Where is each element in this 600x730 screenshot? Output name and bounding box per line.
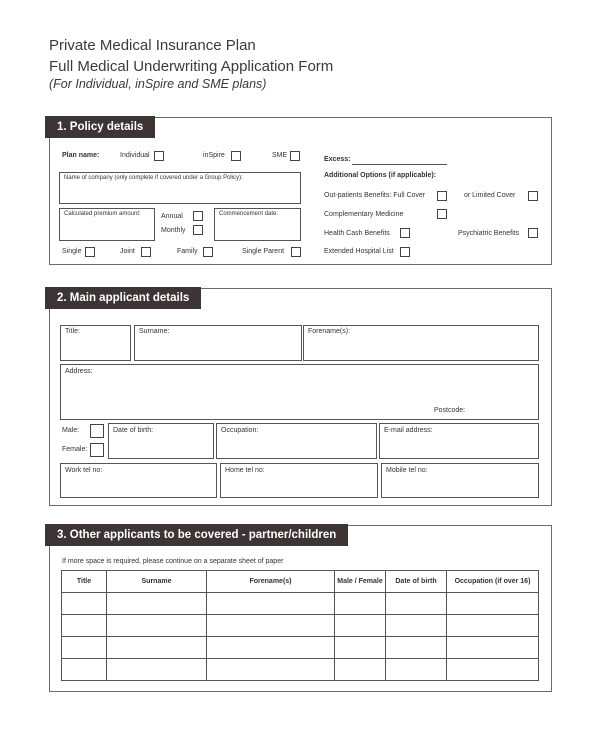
additional-options-label: Additional Options (if applicable): [324,172,436,179]
table-cell[interactable] [335,637,386,659]
complementary-label: Complementary Medicine [324,211,404,218]
excess-field[interactable] [352,164,447,165]
male-label: Male: [62,427,80,434]
table-row [62,659,539,681]
work-tel-label: Work tel no: [65,467,103,474]
col-surname: Surname [107,571,207,593]
occupation-label: Occupation: [221,427,259,434]
inspire-checkbox[interactable] [231,151,241,161]
single-checkbox[interactable] [85,247,95,257]
company-name-label: Name of company (only complete if covered under a Group Policy): [64,175,243,181]
table-cell[interactable] [62,593,107,615]
col-occupation: Occupation (if over 16) [447,571,539,593]
family-label: Family [177,248,198,255]
col-title: Title [62,571,107,593]
address-label: Address: [65,368,93,375]
table-cell[interactable] [207,659,335,681]
joint-checkbox[interactable] [141,247,151,257]
limited-cover-checkbox[interactable] [528,191,538,201]
individual-label: Individual [120,152,150,159]
postcode-label: Postcode: [434,407,466,414]
table-cell[interactable] [386,637,447,659]
commencement-date-label: Commencement date: [219,211,279,217]
sme-checkbox[interactable] [290,151,300,161]
table-cell[interactable] [386,659,447,681]
premium-amount-label: Calculated premium amount: [64,211,141,217]
table-cell[interactable] [207,637,335,659]
table-row [62,637,539,659]
single-parent-label: Single Parent [242,248,285,255]
annual-label: Annual [161,213,183,220]
address-field[interactable] [60,364,539,420]
table-cell[interactable] [62,637,107,659]
form-title: Private Medical Insurance Plan [49,37,256,54]
limited-cover-label: or Limited Cover [464,192,516,199]
col-forenames: Forename(s) [207,571,335,593]
col-sex: Male / Female [335,571,386,593]
policy-details-heading: 1. Policy details [45,116,155,138]
family-checkbox[interactable] [203,247,213,257]
mobile-tel-label: Mobile tel no: [386,467,428,474]
female-label: Female: [62,446,88,453]
table-header-row [62,571,539,593]
email-label: E-mail address: [384,427,433,434]
title-label: Title: [65,328,80,335]
surname-label: Surname: [139,328,170,335]
other-applicants-heading: 3. Other applicants to be covered - partner/children [45,524,348,546]
single-label: Single [62,248,82,255]
table-cell[interactable] [62,615,107,637]
col-dob: Date of birth [386,571,447,593]
home-tel-label: Home tel no: [225,467,265,474]
table-cell[interactable] [207,615,335,637]
outpatients-full-checkbox[interactable] [437,191,447,201]
outpatients-label: Out-patients Benefits: Full Cover [324,192,426,199]
female-checkbox[interactable] [90,443,104,457]
table-cell[interactable] [386,615,447,637]
table-cell[interactable] [447,637,539,659]
table-cell[interactable] [107,615,207,637]
table-cell[interactable] [335,615,386,637]
health-cash-label: Health Cash Benefits [324,230,390,237]
inspire-label: inSpire [203,152,225,159]
table-cell[interactable] [335,593,386,615]
single-parent-checkbox[interactable] [291,247,301,257]
monthly-label: Monthly [161,227,186,234]
form-subtitle: Full Medical Underwriting Application Form [49,58,334,75]
table-cell[interactable] [447,659,539,681]
excess-label: Excess: [324,156,351,163]
psychiatric-checkbox[interactable] [528,228,538,238]
plan-name-label: Plan name: [62,152,100,159]
sme-label: SME [272,152,288,159]
table-cell[interactable] [447,615,539,637]
extended-hospital-label: Extended Hospital List [324,248,394,255]
table-cell[interactable] [447,593,539,615]
table-row [62,593,539,615]
individual-checkbox[interactable] [154,151,164,161]
table-cell[interactable] [207,593,335,615]
male-checkbox[interactable] [90,424,104,438]
annual-checkbox[interactable] [193,211,203,221]
psychiatric-label: Psychiatric Benefits [458,230,520,237]
monthly-checkbox[interactable] [193,225,203,235]
main-applicant-heading: 2. Main applicant details [45,287,201,309]
table-cell[interactable] [107,593,207,615]
complementary-checkbox[interactable] [437,209,447,219]
other-applicants-table [61,570,539,681]
table-cell[interactable] [107,637,207,659]
dob-label: Date of birth: [113,427,154,434]
table-cell[interactable] [335,659,386,681]
continuation-note: If more space is required, please continue on a separate sheet of paper [62,558,284,565]
health-cash-checkbox[interactable] [400,228,410,238]
joint-label: Joint [120,248,135,255]
extended-hospital-checkbox[interactable] [400,247,410,257]
table-cell[interactable] [107,659,207,681]
table-row [62,615,539,637]
table-cell[interactable] [386,593,447,615]
table-cell[interactable] [62,659,107,681]
forenames-label: Forename(s): [308,328,351,335]
form-plans-note: (For Individual, inSpire and SME plans) [49,77,267,91]
